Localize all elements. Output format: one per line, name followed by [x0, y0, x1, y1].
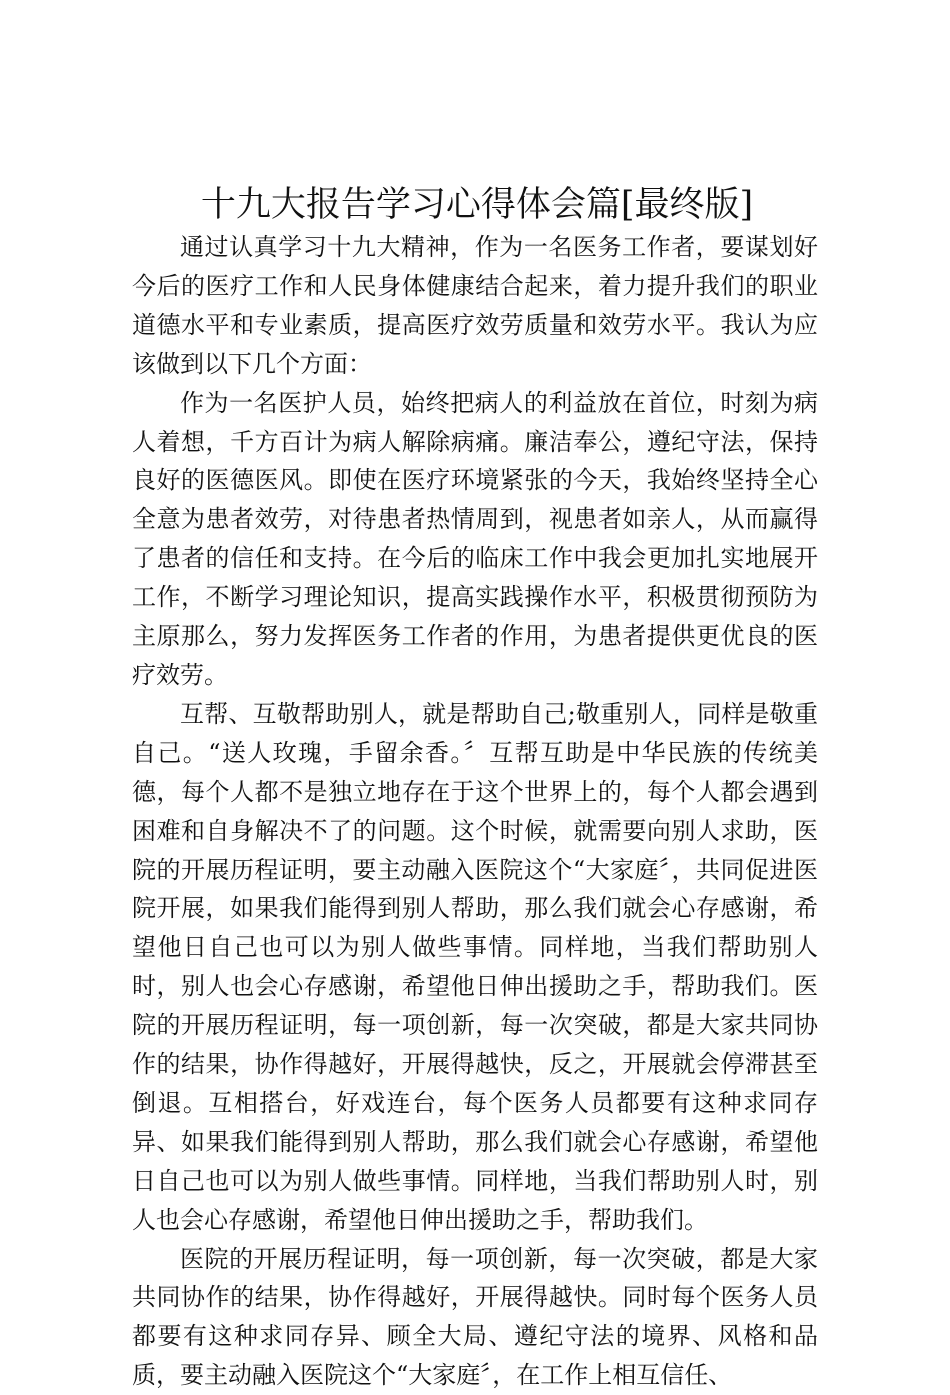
paragraph-mutual-help: 互帮、互敬帮助别人，就是帮助自己;敬重别人，同样是敬重自己。“送人玫瑰，手留余香。〞互帮互助是中华民族的传统美德，每个人都不是独立地存在于这个世界上的，每个人都会遇到困难和自身解决不了的问题。这个时候，就需要向别人求助，医院的开展历程证明，要主动融入医院这个“大家庭〞，共同促进医院开展，如果我们能得到别人帮助，那么我们就会心存感谢，希望他日自己也可以为别人做些事情。同样地，当我们帮助别人时，别人也会心存感谢，希望他日伸出援助之手，帮助我们。医院的开展历程证明，每一项创新，每一次突破，都是大家共同协作的结果，协作得越好，开展得越快，反之，开展就会停滞甚至倒退。互相搭台，好戏连台，每个医务人员都要有这种求同存异、如果我们能得到别人帮助，那么我们就会心存感谢，希望他日自己也可以为别人做些事情。同样地，当我们帮助别人时，别人也会心存感谢，希望他日伸出援助之手，帮助我们。 [132, 699, 818, 1234]
paragraph-cooperation: 医院的开展历程证明，每一项创新，每一次突破，都是大家共同协作的结果，协作得越好，开展得越快。同时每个医务人员都要有这种求同存异、顾全大局、遵纪守法的境界、风格和品质，要主动融入医院这个“大家庭〞，在工作上相互信任、 [132, 1244, 818, 1390]
paragraph-intro: 通过认真学习十九大精神，作为一名医务工作者，要谋划好今后的医疗工作和人民身体健康结合起来，着力提升我们的职业道德水平和专业素质，提高医疗效劳质量和效劳水平。我认为应该做到以下几个方面： [132, 233, 818, 378]
document-title: 十九大报告学习心得体会篇[最终版] [200, 185, 754, 225]
document-body [132, 228, 818, 1395]
paragraph-medical-ethics: 作为一名医护人员，始终把病人的利益放在首位，时刻为病人着想，千方百计为病人解除病痛。廉洁奉公，遵纪守法，保持良好的医德医风。即使在医疗环境紧张的今天，我始终坚持全心全意为患者效劳，对待患者热情周到，视患者如亲人，从而赢得了患者的信任和支持。在今后的临床工作中我会更加扎实地展开工作，不断学习理论知识，提高实践操作水平，积极贯彻预防为主原那么，努力发挥医务工作者的作用，为患者提供更优良的医疗效劳。 [132, 388, 818, 689]
